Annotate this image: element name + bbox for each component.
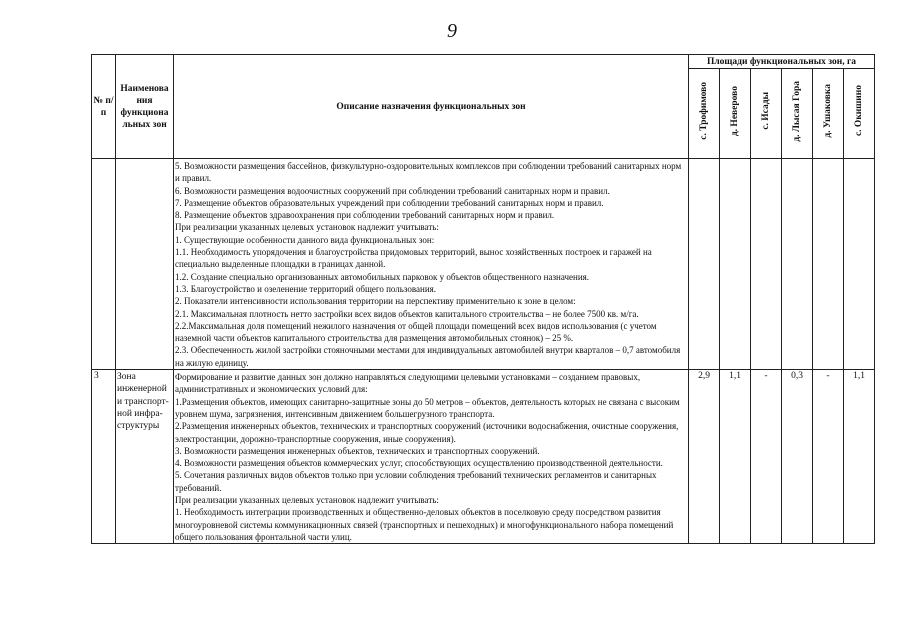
header-number: № п/п xyxy=(92,55,116,159)
desc-line: 7. Размещение объектов образовательных учреждений при соблюдении требований санитарных норм и правил. xyxy=(175,197,604,208)
desc-line: 2.Размещения инженерных объектов, технических и транспортных сооружений (источники водоснабжения, очистные сооружения, электростанции, дорожно-транспортные сооружения, иные сооружения). xyxy=(175,421,679,444)
desc-line: 2. Показатели интенсивности использования территории на перспективу применительно к зоне в целом: xyxy=(175,296,576,307)
desc-line: 1.3. Благоустройство и озеленение территорий общего пользования. xyxy=(175,283,437,294)
zone-description xyxy=(174,370,689,544)
desc-line: При реализации указанных целевых установок надлежит учитывать: xyxy=(175,495,439,506)
desc-line: 2.1. Максимальная плотность нетто застройки всех видов объектов капитального строительства – не более 7500 кв. м/га. xyxy=(175,308,639,319)
header-zone-name: Наименова ния функциона льных зон xyxy=(116,55,174,159)
area-value: - xyxy=(813,370,844,544)
area-value: 0,3 xyxy=(782,370,813,544)
header-settlement: с. Окишино xyxy=(844,69,875,159)
desc-line: 2.2.Максимальная доля помещений нежилого назначения от общей площади помещений всех видов использования (с учетом наземной части объектов капитального строительства для размещения автомобильных стоянок) – 25 %. xyxy=(175,320,657,344)
desc-line: 5. Возможности размещения бассейнов, физкультурно-оздоровительных комплексов при соблюдении требований санитарных норм и правил. xyxy=(175,161,682,184)
area-value: - xyxy=(751,370,782,544)
area-cell xyxy=(782,159,813,370)
header-settlement: д. Неверово xyxy=(720,69,751,159)
desc-line: 5. Сочетания различных видов объектов только при условии соблюдения требований технических регламентов и санитарных требований. xyxy=(175,470,657,493)
area-cell xyxy=(813,159,844,370)
zones-table xyxy=(91,54,875,544)
header-settlement: д. Ушаковка xyxy=(813,69,844,159)
header-area-group: Площади функциональных зон, га xyxy=(689,55,875,69)
desc-line: 6. Возможности размещения водоочистных сооружений при соблюдении требований санитарных норм и правил. xyxy=(175,185,610,196)
row-number-empty xyxy=(92,159,116,370)
desc-line: 1. Существующие особенности данного вида функциональных зон: xyxy=(175,234,435,245)
header-settlement: с. Трофимово xyxy=(689,69,720,159)
table-row-zone-3 xyxy=(92,370,875,544)
area-cell xyxy=(751,159,782,370)
zone-name-empty xyxy=(116,159,174,370)
area-cell xyxy=(844,159,875,370)
desc-line: 1. Необходимость интеграции производственных и общественно-деловых объектов в поселковую среду посредством развития многоуровневой системы коммуникационных связей (транспортных и пешеходных) и многофункционального набора помещений общего пользования фронтальной части улиц. xyxy=(175,507,674,542)
desc-line: 1.1. Необходимость упорядочения и благоустройства придомовых территорий, вынос хозяйственных построек и гаражей на специально выделенные площадки в границах данной. xyxy=(175,247,652,270)
header-row xyxy=(92,55,875,69)
desc-line: 1.Размещения объектов, имеющих санитарно-защитные зоны до 50 метров – объектов, деятельность которых не связана с высоким уровнем шума, загрязнения, интенсивным движением большегрузного транспорта. xyxy=(175,396,680,419)
header-description: Описание назначения функциональных зон xyxy=(174,55,689,159)
header-settlement: д. Лысая Гора xyxy=(782,69,813,159)
desc-line: 8. Размещение объектов здравоохранения при соблюдении требований санитарных норм и правил. xyxy=(175,210,555,221)
area-value: 1,1 xyxy=(720,370,751,544)
page-number: 9 xyxy=(447,20,457,42)
zone-description xyxy=(174,159,689,370)
zone-name: Зона инженерной и транспорт-ной инфра-структуры xyxy=(116,370,174,544)
area-cell xyxy=(720,159,751,370)
area-cell xyxy=(689,159,720,370)
row-number: 3 xyxy=(92,370,116,544)
area-value: 1,1 xyxy=(844,370,875,544)
desc-line: При реализации указанных целевых установок надлежит учитывать: xyxy=(175,222,439,233)
header-settlement: с. Исады xyxy=(751,69,782,159)
desc-line: Формирование и развитие данных зон должно направляться следующими целевыми установками – созданием правовых, административных и экономических условий для: xyxy=(175,372,641,395)
area-value: 2,9 xyxy=(689,370,720,544)
desc-line: 2.3. Обеспеченность жилой застройки стояночными местами для индивидуальных автомобилей внутри кварталов – 0,7 автомобиля на жилую единицу. xyxy=(175,345,681,368)
desc-line: 1.2. Создание специально организованных автомобильных парковок у объектов общественного назначения. xyxy=(175,271,590,282)
desc-line: 4. Возможности размещения объектов коммерческих услуг, способствующих осуществлению производственной деятельности. xyxy=(175,458,663,469)
desc-line: 3. Возможности размещения инженерных объектов, технических и транспортных сооружений. xyxy=(175,445,540,456)
table-row-continued xyxy=(92,159,875,370)
